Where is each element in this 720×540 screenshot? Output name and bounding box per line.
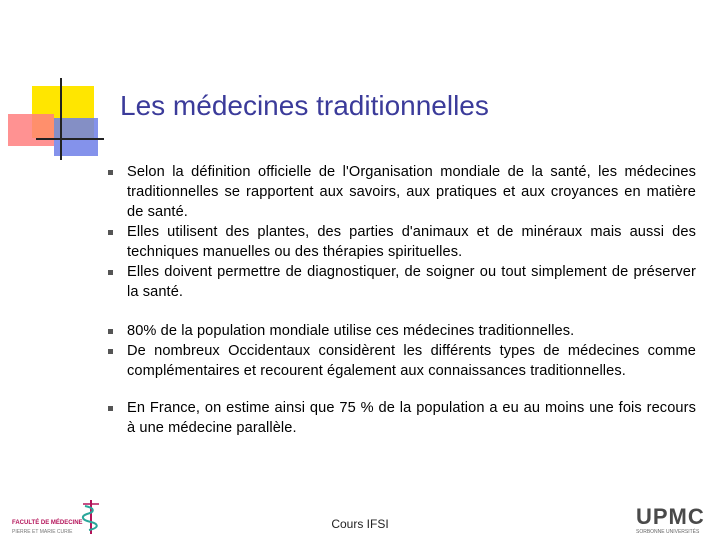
bullet-item: Selon la définition officielle de l'Organisation mondiale de la santé, les médecines traditionnelles se rapportent aux savoirs, aux pratiques et aux croyances en matière de santé.	[108, 162, 696, 222]
spacer	[108, 302, 696, 321]
decor-red-square	[8, 114, 54, 146]
bullet-item: Elles utilisent des plantes, des parties d'animaux et de minéraux mais aussi des techniques manuelles ou des thérapies spirituelles.	[108, 222, 696, 262]
caduceus-icon	[78, 498, 104, 536]
faculty-logo-text: FACULTÉ DE MÉDECINE	[12, 520, 83, 526]
upmc-logo-subtitle: SORBONNE UNIVERSITÉS	[636, 529, 700, 535]
spacer	[108, 381, 696, 398]
bullet-item: En France, on estime ainsi que 75 % de la population a eu au moins une fois recours à une médecine parallèle.	[108, 398, 696, 438]
upmc-logo	[636, 506, 716, 538]
slide-footer: Cours IFSI	[331, 517, 389, 531]
bullet-item: De nombreux Occidentaux considèrent les différents types de médecines comme complémentaires et recourent également aux connaissances traditionnelles.	[108, 341, 696, 381]
upmc-logo-word: UPMC	[636, 504, 705, 529]
bullet-item: 80% de la population mondiale utilise ces médecines traditionnelles.	[108, 321, 696, 341]
faculty-logo-subtext: PIERRE ET MARIE CURIE	[12, 529, 73, 535]
bullet-list	[108, 162, 696, 438]
slide-title: Les médecines traditionnelles	[120, 90, 489, 121]
decor-vertical-line	[60, 78, 62, 160]
faculty-logo	[8, 498, 103, 538]
decor-horizontal-line	[36, 138, 104, 140]
bullet-item: Elles doivent permettre de diagnostiquer, de soigner ou tout simplement de préserver la santé.	[108, 262, 696, 302]
